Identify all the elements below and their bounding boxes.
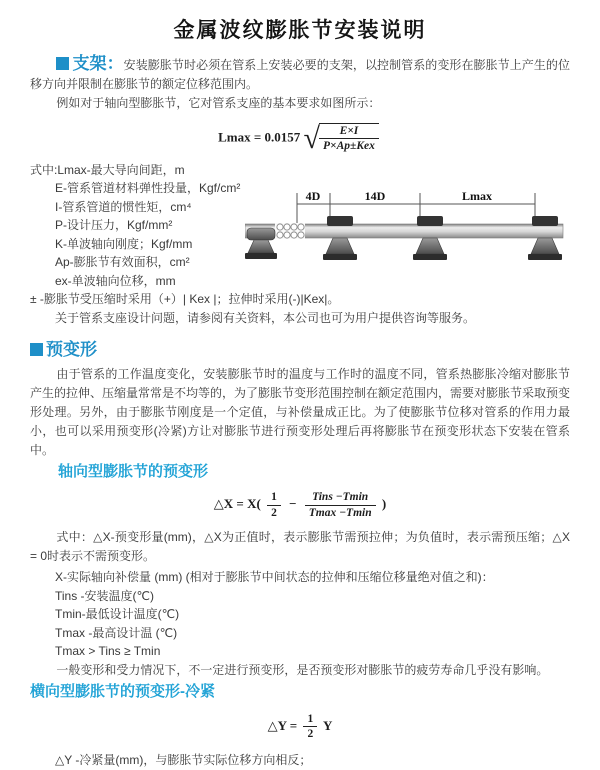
axial-definition-line: Tmax > Tins ≥ Tmin xyxy=(55,644,161,658)
axial-explanation: 式中：△X-预变形量(mm)，△X为正值时，表示膨胀节需预拉伸；为负值时，表示需预压缩；△X = 0时表示不需预变形。 xyxy=(30,530,570,563)
fraction-numerator: 1 xyxy=(267,490,281,505)
support-intro-text: 安装膨胀节时必须在管系上安装必要的支架，以控制管系的变形在膨胀节上产生的位移方向并限制在膨胀节的额定位移范围内。 xyxy=(30,58,570,91)
formula-delta-x-close: ) xyxy=(381,496,387,512)
definition-line: I-管系管道的惯性矩，cm⁴ xyxy=(55,199,192,214)
support-paragraph xyxy=(30,54,570,94)
page-title: 金属波纹膨胀节安装说明 xyxy=(173,19,427,42)
fraction-numerator: 1 xyxy=(303,712,317,727)
fraction-denominator: 2 xyxy=(307,727,314,740)
axial-definition-line: X-实际轴向补偿量 (mm) (相对于膨胀节中间状态的拉伸和压缩位移量绝对值之和)： xyxy=(55,570,494,584)
formula-delta-x xyxy=(30,490,570,520)
definitions-and-diagram xyxy=(30,161,570,291)
document-page xyxy=(0,14,600,768)
fraction-denominator: 2 xyxy=(271,506,277,519)
sqrt-fraction-denominator: P×Ap±Kex xyxy=(323,140,375,153)
predeform-heading-label: 预变形 xyxy=(46,340,97,360)
axial-definition-line: Tmax -最高设计温 (℃) xyxy=(55,625,178,640)
one-half-fraction xyxy=(267,490,281,520)
pipe-support-diagram xyxy=(245,187,597,283)
sqrt-fraction-numerator: E×I xyxy=(319,124,379,139)
axial-note: 一般变形和受力情况下，不一定进行预变形，是否预变形对膨胀节的疲劳寿命几乎没有影响。 xyxy=(56,662,549,677)
formula-lmax xyxy=(30,123,570,154)
section-square-icon xyxy=(30,343,43,356)
axial-definition-line: Tins -安装温度(℃) xyxy=(55,588,155,603)
fraction-denominator: Tmax −Tmin xyxy=(308,506,372,519)
definition-line: ex-单波轴向位移，mm xyxy=(55,273,176,288)
definition-line: 式中:Lmax-最大导向间距，m xyxy=(30,162,185,177)
axial-definition-line: Tmin-最低设计温度(℃) xyxy=(55,607,180,621)
fraction-numerator: Tins −Tmin xyxy=(305,490,376,505)
formula-delta-y-rhs: Y xyxy=(322,717,333,733)
support-example-text: 例如对于轴向型膨胀节，它对管系支座的基本要求如图所示： xyxy=(56,96,381,110)
radical-sign: √ xyxy=(303,121,321,155)
bellows-icon xyxy=(275,223,305,239)
consult-note: 关于管系支座设计问题，请参阅有关资料，本公司也可为用户提供咨询等服务。 xyxy=(55,310,476,325)
temperature-fraction xyxy=(305,490,376,520)
formula-delta-y-lhs: △Y = xyxy=(267,717,298,733)
definition-line: E-管系管道材料弹性投量，Kgf/cm² xyxy=(55,181,241,196)
dimension-label-4d: 4D xyxy=(305,188,321,203)
formula-delta-x-lhs: △X = X( xyxy=(213,496,261,512)
definition-line: K-单波轴向刚度；Kgf/mm xyxy=(55,236,193,251)
plus-minus-note: ± -膨胀节受压缩时采用（+）| Kex |；拉伸时采用(-)|Kex|。 xyxy=(30,292,340,307)
predeform-section-heading xyxy=(30,339,570,361)
dimension-label-lmax: Lmax xyxy=(462,188,492,203)
predeform-paragraph: 由于管系的工作温度变化，安装膨胀节时的温度与工作时的温度不同，管系热膨胀冷缩对膨胀节产生的拉伸、压缩量常常是不均等的，为了膨胀节变形范围控制在额定范围内，需要对膨胀节采取预变形处理。另外，由于膨胀节刚度是一个定值，与补偿量成正比。为了使膨胀节位移对管系的作用力最小，也可以采用预变形(冷紧)方让对膨胀节进行预变形处理后再将膨胀节在预变形状态下安装在管系中。 xyxy=(30,367,571,458)
definition-line: Ap-膨胀节有效面积，cm² xyxy=(55,255,190,270)
dimension-label-14d: 14D xyxy=(364,188,386,203)
lateral-note: △Y -冷紧量(mm)，与膨胀节实际位移方向相反； xyxy=(55,753,312,768)
sqrt-expression xyxy=(304,123,382,154)
section-square-icon xyxy=(56,57,69,70)
definition-line: P-设计压力，Kgf/mm² xyxy=(55,218,173,233)
minus-operator: − xyxy=(289,496,297,512)
support-section-label: 支架： xyxy=(72,54,124,73)
axial-subsection-heading: 轴向型膨胀节的预变形 xyxy=(58,463,209,481)
sqrt-fraction xyxy=(319,123,379,154)
anchor-support-icon xyxy=(245,228,277,259)
lateral-subsection-heading: 横向型膨胀节的预变形-冷紧 xyxy=(30,682,215,700)
formula-lmax-lhs: Lmax = 0.0157 xyxy=(218,129,301,145)
